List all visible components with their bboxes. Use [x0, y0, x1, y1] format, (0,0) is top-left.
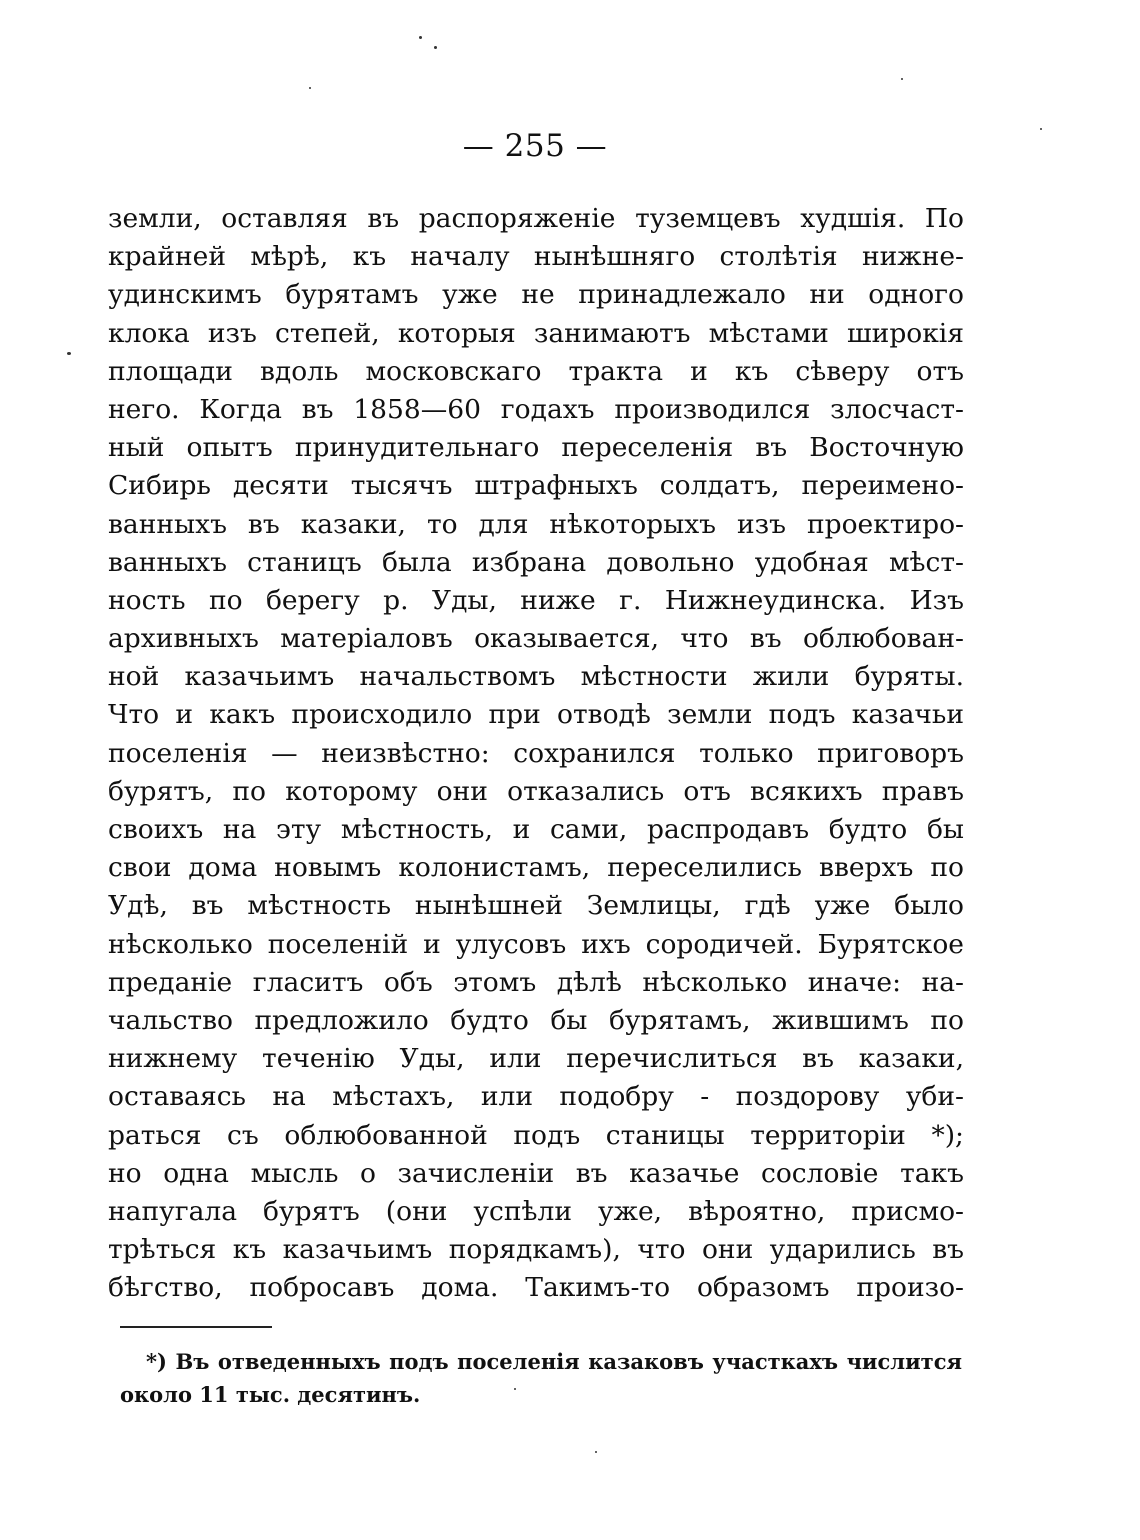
- text-line: ность по берегу р. Уды, ниже г. Нижнеудинска. Изъ: [108, 584, 964, 616]
- text-line: ный опытъ принудительнаго переселенія въ Восточную: [108, 432, 964, 464]
- scan-speck: [67, 352, 71, 355]
- text-line: поселенія — неизвѣстно: сохранился только приговоръ: [108, 737, 964, 769]
- text-line: архивныхъ матеріаловъ оказывается, что въ облюбован-: [108, 623, 964, 655]
- text-line: раться съ облюбованной подъ станицы территоріи *);: [108, 1119, 964, 1151]
- text-line: нѣсколько поселеній и улусовъ ихъ сородичей. Бурятское: [108, 928, 964, 960]
- footnote-line: около 11 тыс. десятинъ.: [120, 1382, 421, 1407]
- footnote: [120, 1345, 962, 1411]
- scan-speck: [434, 46, 437, 49]
- text-line: удинскимъ бурятамъ уже не принадлежало ни одного: [108, 279, 964, 311]
- text-line: ванныхъ въ казаки, то для нѣкоторыхъ изъ проектиро-: [108, 508, 964, 540]
- scan-speck: [901, 78, 903, 80]
- text-line: бѣгство, побросавъ дома. Такимъ-то образомъ произо-: [108, 1272, 964, 1304]
- scan-speck: [419, 36, 422, 39]
- text-line: ной казачьимъ начальствомъ мѣстности жили буряты.: [108, 661, 964, 693]
- text-line: земли, оставляя въ распоряженіе туземцевъ худшія. По: [108, 203, 964, 234]
- scan-speck: [514, 1388, 516, 1390]
- text-line: Что и какъ происходило при отводѣ земли подъ казачьи: [108, 699, 964, 731]
- text-line: Удѣ, въ мѣстность нынѣшней Землицы, гдѣ уже было: [108, 890, 964, 922]
- scan-speck: [1040, 128, 1042, 130]
- text-line: клока изъ степей, которыя занимаютъ мѣстами широкія: [108, 317, 964, 349]
- text-line: Сибирь десяти тысячъ штрафныхъ солдатъ, переимено-: [108, 470, 964, 502]
- text-line: свои дома новымъ колонистамъ, переселились вверхъ по: [108, 852, 964, 884]
- text-line: но одна мысль о зачисленіи въ казачье сословіе такъ: [108, 1157, 964, 1189]
- text-line: преданіе гласитъ объ этомъ дѣлѣ нѣсколько иначе: на-: [108, 966, 964, 998]
- text-line: нижнему теченію Уды, или перечислиться въ казаки,: [108, 1043, 964, 1075]
- text-line: оставаясь на мѣстахъ, или подобру - поздорову уби-: [108, 1081, 964, 1113]
- text-line: чальство предложило будто бы бурятамъ, жившимъ по: [108, 1004, 964, 1036]
- text-line: него. Когда въ 1858—60 годахъ производился злосчаст-: [108, 393, 964, 425]
- text-line: площади вдоль московскаго тракта и къ сѣверу отъ: [108, 355, 964, 387]
- scan-speck: [309, 87, 311, 89]
- text-line: трѣться къ казачьимъ порядкамъ), что они ударились въ: [108, 1234, 964, 1266]
- footnote-line: *) Въ отведенныхъ подъ поселенія казаковъ участкахъ числится: [146, 1349, 962, 1374]
- scan-speck: [595, 1451, 597, 1453]
- text-line: своихъ на эту мѣстность, и сами, распродавъ будто бы: [108, 814, 964, 845]
- page-number: — 255 —: [462, 128, 608, 164]
- main-text: [108, 200, 964, 1307]
- text-line: напугала бурятъ (они успѣли уже, вѣроятно, присмо-: [108, 1195, 964, 1227]
- footnote-divider: [120, 1326, 272, 1328]
- text-line: бурятъ, по которому они отказались отъ всякихъ правъ: [108, 775, 964, 807]
- text-line: крайней мѣрѣ, къ началу нынѣшняго столѣтія нижне-: [108, 241, 964, 273]
- text-line: ванныхъ станицъ была избрана довольно удобная мѣст-: [108, 546, 964, 578]
